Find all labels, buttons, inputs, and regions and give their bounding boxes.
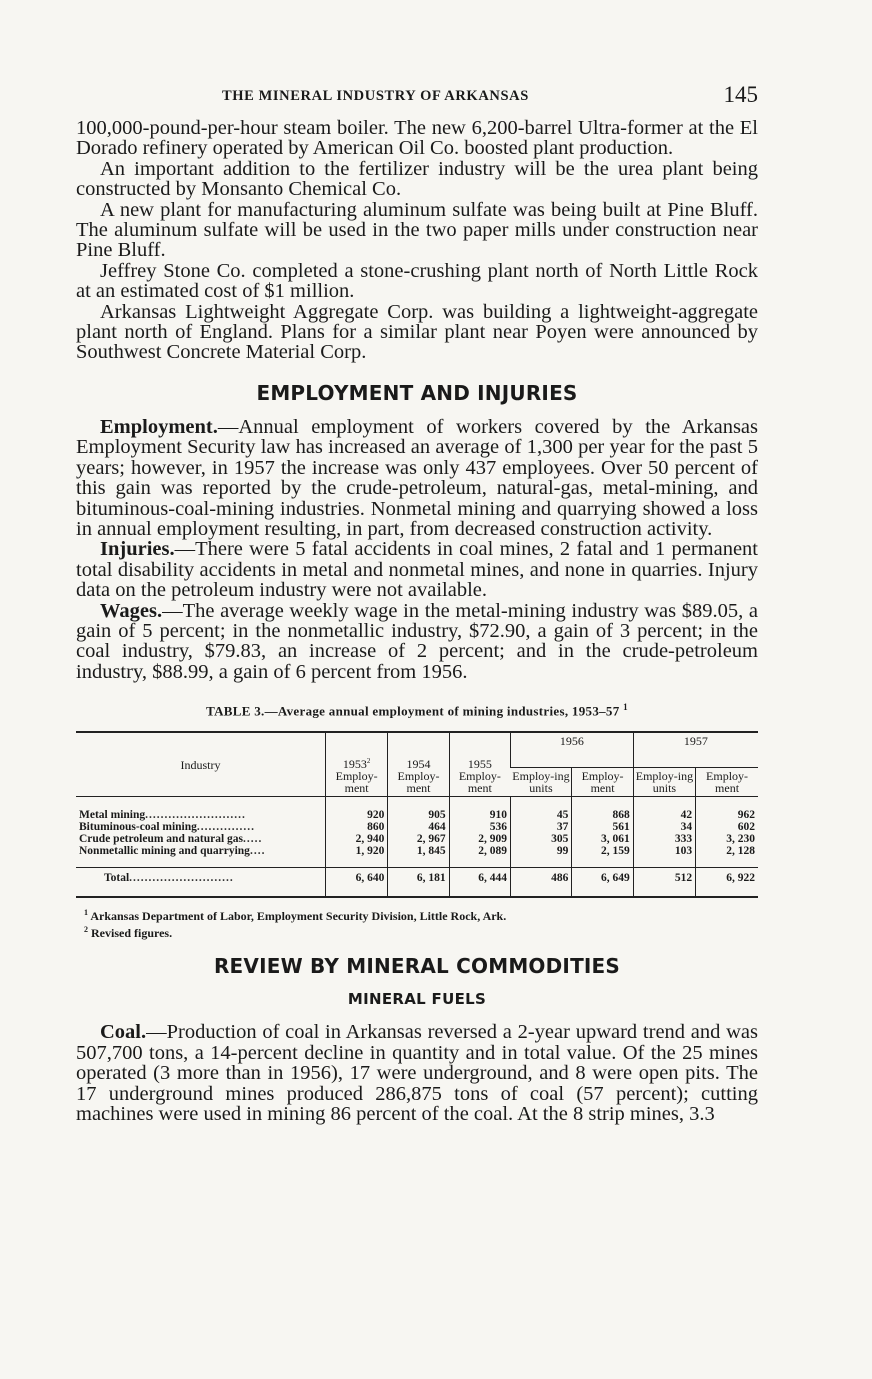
employment-header: Employ-ment [572, 768, 633, 797]
value-cell: 905 [388, 797, 449, 822]
value-cell: 6, 640 [325, 868, 387, 898]
paragraph-text: —There were 5 fatal accidents in coal mines, 2 fatal and 1 permanent total disability accidents in metal and nonmetal mines, and none in quarries. Injury data on the petroleum industry were not available. [76, 538, 758, 602]
value-cell: 3, 230 [696, 833, 758, 845]
table-row [76, 797, 758, 822]
value-cell: 37 [511, 821, 572, 833]
value-cell: 561 [572, 821, 633, 833]
table-row [76, 821, 758, 833]
value-cell: 103 [633, 845, 695, 868]
running-title: THE MINERAL INDUSTRY OF ARKANSAS [222, 88, 529, 104]
industry-cell: Metal mining.......................... [79, 809, 246, 822]
value-cell: 2, 159 [572, 845, 633, 868]
section-heading-employment: EMPLOYMENT AND INJURIES [256, 380, 578, 405]
footnote-mark: 2 [366, 757, 371, 766]
value-cell: 6, 444 [449, 868, 510, 898]
value-cell: 486 [511, 868, 572, 898]
value-cell: 6, 922 [696, 868, 758, 898]
value-cell: 45 [511, 797, 572, 822]
table-row [76, 845, 758, 868]
value-cell: 1, 920 [325, 845, 387, 868]
page-number: 145 [723, 82, 758, 107]
value-cell: 2, 128 [696, 845, 758, 868]
year-1953-header: 1953$^2$ Employ-ment [325, 732, 387, 797]
running-head [76, 82, 758, 118]
year-1955-header: 1955 Employ-ment [449, 732, 510, 797]
value-cell: 536 [449, 821, 510, 833]
value-cell: 962 [696, 797, 758, 822]
employing-units-header: Employ-ing units [511, 768, 572, 797]
value-cell: 2, 967 [388, 833, 449, 845]
value-cell: 1, 845 [388, 845, 449, 868]
year-1954-header: 1954 Employ-ment [388, 732, 449, 797]
intro-paragraph: Jeffrey Stone Co. completed a stone-crushing plant north of North Little Rock at an estimated cost of $1 million. [76, 259, 758, 303]
employment-header: Employ-ment [696, 768, 758, 797]
value-cell: 3, 061 [572, 833, 633, 845]
intro-paragraph: 100,000-pound-per-hour steam boiler. The new 6,200-barrel Ultra-former at the El Dorado refinery operated by American Oil Co. boosted plant production. [76, 117, 758, 160]
industry-cell: Nonmetallic mining and quarrying.... [79, 845, 266, 858]
intro-paragraph: Arkansas Lightweight Aggregate Corp. was building a lightweight-aggregate plant north of England. Plans for a similar plant near Poyen were announced by Southwest Concrete Material Corp. [76, 300, 758, 364]
table-caption-text: TABLE 3.—Average annual employment of mining industries, 1953–57 [206, 703, 620, 719]
value-cell: 6, 649 [572, 868, 633, 898]
industry-cell: Crude petroleum and natural gas..... [79, 833, 263, 846]
employment-paragraph [76, 417, 758, 539]
value-cell: 6, 181 [388, 868, 449, 898]
industry-column-header: Industry [76, 732, 325, 797]
value-cell: 464 [388, 821, 449, 833]
value-cell: 910 [449, 797, 510, 822]
total-label-cell: Total........................... [76, 868, 325, 898]
value-cell: 42 [633, 797, 695, 822]
table-total-row [76, 868, 758, 898]
paragraph-text: —Annual employment of workers covered by the Arkansas Employment Security law has increased an average of 1,300 per year for the past 5 years; however, in 1957 the increase was only 437 employees. Over 50 percent of this gain was reported by the crude-petroleum, natural-gas, metal-mining, and bituminous-coal-mining industries. Nonmetal mining and quarrying showed a loss in annual employment resulting, in part, from decreased construction activity. [76, 415, 758, 540]
employment-table [76, 731, 758, 898]
table-footnotes [76, 906, 758, 940]
value-cell: 512 [633, 868, 695, 898]
value-cell: 99 [511, 845, 572, 868]
run-in-heading: Employment. [100, 415, 218, 438]
value-cell: 860 [325, 821, 387, 833]
employing-units-header: Employ-ing units [633, 768, 695, 797]
wages-paragraph [76, 601, 758, 683]
value-cell: 602 [696, 821, 758, 833]
value-cell: 2, 940 [325, 833, 387, 845]
footnote: $^2$ Revised figures. [84, 925, 173, 941]
intro-paragraph: A new plant for manufacturing aluminum sulfate was being built at Pine Bluff. The aluminum sulfate will be used in the two paper mills under construction near Pine Bluff. [76, 198, 758, 262]
value-cell: 2, 909 [449, 833, 510, 845]
value-cell: 34 [633, 821, 695, 833]
coal-paragraph [76, 1022, 758, 1124]
document-page [76, 82, 758, 1125]
intro-paragraph: An important addition to the fertilizer industry will be the urea plant being constructed by Monsanto Chemical Co. [76, 157, 758, 201]
paragraph-text: —The average weekly wage in the metal-mining industry was $89.05, a gain of 5 percent; in the nonmetallic industry, $72.90, a gain of 3 percent; in the coal industry, $79.83, an increase of 2 percent; and in the crude-petroleum industry, $88.99, a gain of 6 percent from 1956. [76, 599, 758, 683]
value-cell: 2, 089 [449, 845, 510, 868]
industry-cell: Bituminous-coal mining............... [79, 821, 256, 834]
year-1957-header: 1957 [633, 732, 758, 768]
value-cell: 333 [633, 833, 695, 845]
run-in-heading: Injuries. [100, 538, 175, 561]
value-cell: 868 [572, 797, 633, 822]
value-cell: 920 [325, 797, 387, 822]
run-in-heading: Coal. [100, 1021, 147, 1044]
run-in-heading: Wages. [100, 599, 163, 622]
table-caption [76, 702, 758, 719]
year-1956-header: 1956 [511, 732, 634, 768]
paragraph-text: —Production of coal in Arkansas reversed a 2-year upward trend and was 507,700 tons, a 14-percent decline in quantity and in total value. Of the 25 mines operated (3 more than in 1956), 17 were underground, and 8 were open pits. The 17 underground mines produced 286,875 tons of coal (57 percent); cutting machines were used in mining 86 percent of the coal. At the 8 strip mines, 3.3 [76, 1021, 758, 1126]
table-row [76, 833, 758, 845]
section-heading-review: REVIEW BY MINERAL COMMODITIES [213, 954, 621, 979]
footnote-mark: 1 [623, 702, 628, 713]
injuries-paragraph [76, 539, 758, 600]
footnote: $^1$ Arkansas Department of Labor, Employment Security Division, Little Rock, Ark. [84, 908, 507, 924]
value-cell: 305 [511, 833, 572, 845]
subsection-heading-mineral-fuels: MINERAL FUELS [347, 990, 487, 1009]
